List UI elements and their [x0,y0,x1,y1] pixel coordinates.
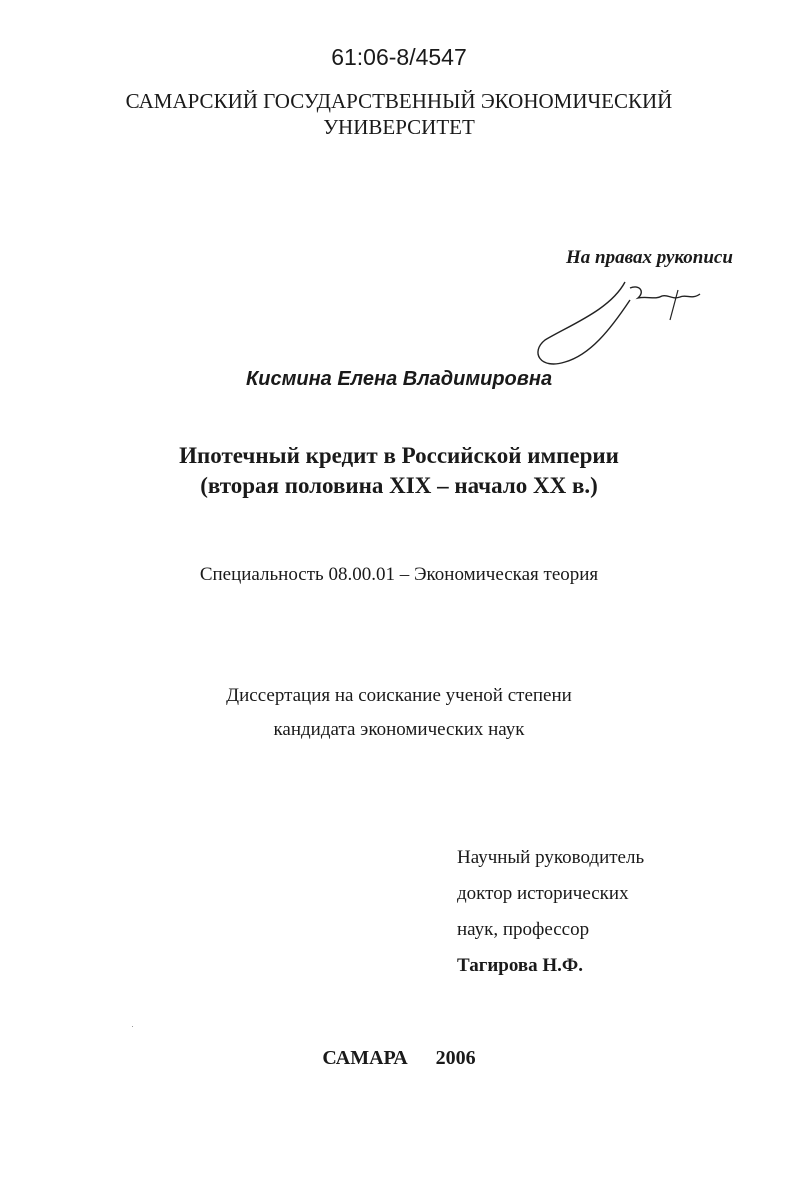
degree-line-1: Диссертация на соискание ученой степени [226,685,572,706]
university-line-2: УНИВЕРСИТЕТ [323,115,475,139]
city: САМАРА [322,1047,408,1069]
university-name [0,88,798,140]
signature-icon [530,270,720,380]
scan-speck [132,1026,133,1027]
supervisor-title-1: доктор исторических [457,883,629,904]
degree-statement [0,679,798,747]
author-name: Кисмина Елена Владимировна [245,368,553,390]
supervisor-block [457,840,644,984]
year: 2006 [435,1047,476,1069]
supervisor-name: Тагирова Н.Ф. [457,955,583,976]
title-line-1: Ипотечный кредит в Российской империи [179,443,619,468]
supervisor-role: Научный руководитель [457,847,645,868]
dissertation-title [0,441,798,501]
supervisor-title-2: наук, профессор [457,919,590,940]
title-line-2: (вторая половина XIX – начало XX в.) [200,473,598,498]
place-and-year [0,1047,798,1070]
catalog-code: 61:06-8/4547 [331,44,467,70]
specialty: Специальность 08.00.01 – Экономическая теория [199,564,599,585]
university-line-1: САМАРСКИЙ ГОСУДАРСТВЕННЫЙ ЭКОНОМИЧЕСКИЙ [125,89,673,113]
degree-line-2: кандидата экономических наук [273,719,525,740]
manuscript-note: На правах рукописи [566,247,733,268]
